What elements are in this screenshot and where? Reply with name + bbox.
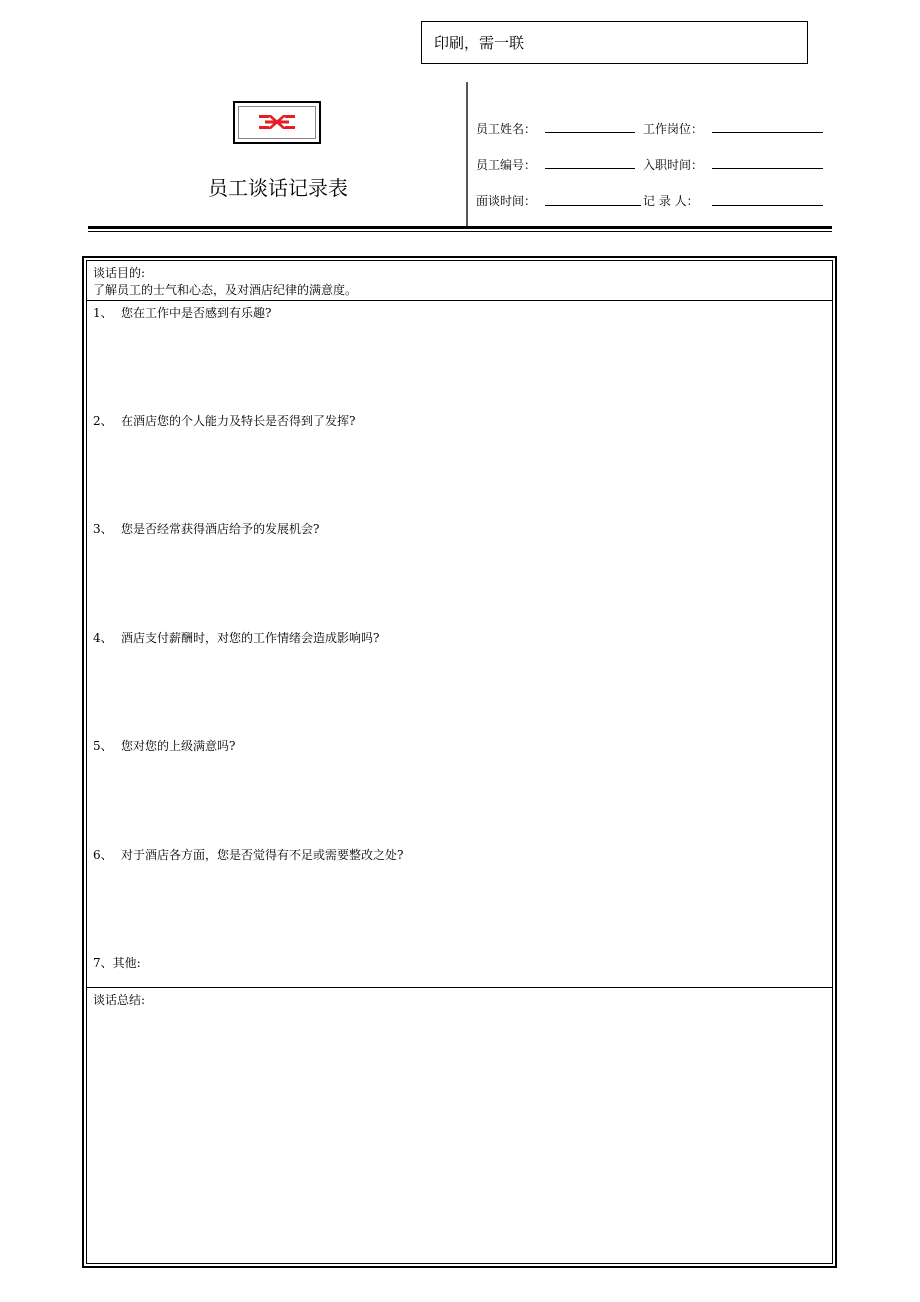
question-5: 5、 您对您的上级满意吗? [93,739,236,753]
purpose-divider [86,300,833,301]
question-2: 2、 在酒店您的个人能力及特长是否得到了发挥? [93,414,356,428]
print-note-text: 印刷，需一联 [434,34,525,52]
record-table-inner [86,260,833,1264]
hire-date-label: 入职时间： [643,158,704,172]
header-rule-thick [88,226,832,229]
hire-date-field[interactable] [712,168,823,169]
employee-name-label: 员工姓名： [476,122,537,136]
question-4: 4、 酒店支付薪酬时，对您的工作情绪会造成影响吗? [93,631,380,645]
job-position-field[interactable] [712,132,823,133]
employee-number-field[interactable] [545,168,635,169]
interview-time-field[interactable] [545,205,641,206]
form-title: 员工谈话记录表 [208,176,348,200]
recorder-field[interactable] [712,205,823,206]
hotel-logo [233,101,321,144]
job-position-label: 工作岗位： [643,122,704,136]
question-6: 6、 对于酒店各方面，您是否觉得有不足或需要整改之处? [93,848,404,862]
print-note-box [421,21,808,64]
question-other: 7、其他: [93,956,141,970]
question-3: 3、 您是否经常获得酒店给予的发展机会? [93,522,320,536]
summary-label: 谈话总结: [93,993,146,1007]
purpose-text: 了解员工的士气和心态，及对酒店纪律的满意度。 [93,283,358,297]
header-rule-thin [88,231,832,232]
employee-number-label: 员工编号： [476,158,537,172]
employee-name-field[interactable] [545,132,635,133]
summary-divider [86,987,833,988]
question-1: 1、 您在工作中是否感到有乐趣? [93,306,272,320]
recorder-label: 记 录 人： [643,194,699,208]
purpose-label: 谈话目的: [93,266,146,280]
header-divider [466,82,468,227]
interview-time-label: 面谈时间： [476,194,537,208]
hotel-logo-icon [257,113,297,131]
